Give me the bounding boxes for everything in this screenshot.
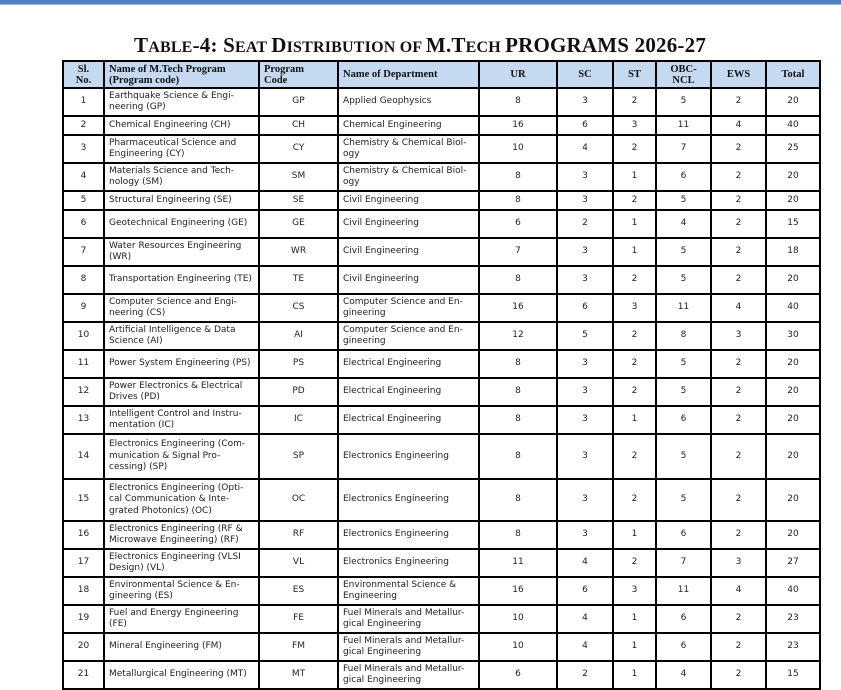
table-cell-ews: 2 <box>711 88 766 116</box>
table-cell-program-code: SE <box>259 191 338 210</box>
table-cell-program-name: Environmental Science & En-gineering (ES) <box>104 577 259 605</box>
table-cell-program-code: ES <box>259 577 338 605</box>
table-cell-ews: 2 <box>711 350 766 378</box>
table-cell-program-code: OC <box>259 479 338 521</box>
table-cell-ur: 8 <box>479 479 557 521</box>
table-cell-st: 2 <box>613 191 656 210</box>
table-cell-obc-ncl: 5 <box>656 434 711 479</box>
table-cell-ews: 4 <box>711 577 766 605</box>
table-cell-program-name: Computer Science and Engi-neering (CS) <box>104 294 259 322</box>
table-cell-total: 18 <box>766 238 820 266</box>
table-cell-sc: 3 <box>557 378 613 406</box>
table-cell-ews: 2 <box>711 605 766 633</box>
table-cell-program-name: Electronics Engineering (RF & Microwave Engineering) (RF) <box>104 521 259 549</box>
header-st: ST <box>613 61 656 88</box>
table-cell-obc-ncl: 11 <box>656 116 711 135</box>
table-cell-program-code: CH <box>259 116 338 135</box>
table-cell-ur: 8 <box>479 88 557 116</box>
table-cell-ur: 8 <box>479 378 557 406</box>
table-cell-st: 2 <box>613 322 656 350</box>
table-cell-sl-no: 2 <box>63 116 104 135</box>
table-cell-program-code: CY <box>259 135 338 163</box>
table-cell-obc-ncl: 6 <box>656 633 711 661</box>
table-cell-program-code: SP <box>259 434 338 479</box>
table-row <box>63 116 820 135</box>
table-row <box>63 350 820 378</box>
table-cell-department: Electrical Engineering <box>338 350 479 378</box>
table-cell-program-code: IC <box>259 406 338 434</box>
table-cell-total: 23 <box>766 605 820 633</box>
table-cell-total: 40 <box>766 116 820 135</box>
table-row <box>63 135 820 163</box>
table-cell-total: 40 <box>766 294 820 322</box>
table-row <box>63 479 820 521</box>
table-cell-st: 2 <box>613 350 656 378</box>
table-cell-sc: 3 <box>557 406 613 434</box>
table-cell-ur: 12 <box>479 322 557 350</box>
table-cell-program-name: Water Resources Engineering (WR) <box>104 238 259 266</box>
table-cell-department: Chemistry & Chemical Biol-ogy <box>338 135 479 163</box>
table-cell-sc: 4 <box>557 135 613 163</box>
table-cell-sl-no: 11 <box>63 350 104 378</box>
table-cell-sc: 3 <box>557 238 613 266</box>
table-row <box>63 378 820 406</box>
table-cell-st: 2 <box>613 479 656 521</box>
table-row <box>63 577 820 605</box>
table-cell-program-code: FM <box>259 633 338 661</box>
table-cell-obc-ncl: 5 <box>656 266 711 294</box>
table-cell-obc-ncl: 7 <box>656 549 711 577</box>
table-cell-program-name: Power System Engineering (PS) <box>104 350 259 378</box>
table-cell-ews: 2 <box>711 238 766 266</box>
table-row <box>63 238 820 266</box>
table-cell-ur: 8 <box>479 266 557 294</box>
table-cell-total: 20 <box>766 434 820 479</box>
table-cell-st: 1 <box>613 605 656 633</box>
table-cell-program-name: Power Electronics & Electrical Drives (PD) <box>104 378 259 406</box>
table-cell-obc-ncl: 11 <box>656 577 711 605</box>
table-cell-sc: 3 <box>557 350 613 378</box>
table-cell-program-name: Mineral Engineering (FM) <box>104 633 259 661</box>
table-cell-st: 3 <box>613 577 656 605</box>
table-cell-sc: 5 <box>557 322 613 350</box>
table-cell-sl-no: 8 <box>63 266 104 294</box>
table-cell-st: 2 <box>613 549 656 577</box>
table-cell-ur: 16 <box>479 294 557 322</box>
table-cell-ur: 8 <box>479 350 557 378</box>
table-cell-ews: 2 <box>711 266 766 294</box>
table-cell-department: Computer Science and En-gineering <box>338 322 479 350</box>
table-cell-department: Computer Science and En-gineering <box>338 294 479 322</box>
table-cell-program-code: FE <box>259 605 338 633</box>
table-cell-obc-ncl: 4 <box>656 210 711 238</box>
header-obc-ncl: OBC- NCL <box>656 61 711 88</box>
table-row <box>63 521 820 549</box>
table-cell-sc: 3 <box>557 88 613 116</box>
table-cell-total: 20 <box>766 521 820 549</box>
table-cell-obc-ncl: 5 <box>656 238 711 266</box>
table-cell-st: 1 <box>613 163 656 191</box>
table-cell-total: 15 <box>766 210 820 238</box>
table-cell-program-name: Artificial Intelligence & Data Science (AI) <box>104 322 259 350</box>
table-cell-program-code: PS <box>259 350 338 378</box>
table-header-row <box>63 61 820 88</box>
table-row <box>63 191 820 210</box>
table-cell-sl-no: 17 <box>63 549 104 577</box>
table-cell-ews: 2 <box>711 191 766 210</box>
table-cell-st: 1 <box>613 661 656 689</box>
table-cell-program-name: Materials Science and Tech-nology (SM) <box>104 163 259 191</box>
table-cell-program-name: Electronics Engineering (Com-munication & Signal Pro-cessing) (SP) <box>104 434 259 479</box>
table-cell-department: Fuel Minerals and Metallur-gical Engineering <box>338 661 479 689</box>
table-cell-program-name: Earthquake Science & Engi-neering (GP) <box>104 88 259 116</box>
table-cell-department: Applied Geophysics <box>338 88 479 116</box>
table-cell-program-name: Structural Engineering (SE) <box>104 191 259 210</box>
table-cell-program-code: SM <box>259 163 338 191</box>
table-cell-total: 27 <box>766 549 820 577</box>
table-cell-ews: 2 <box>711 378 766 406</box>
table-cell-ews: 2 <box>711 479 766 521</box>
table-cell-department: Electrical Engineering <box>338 378 479 406</box>
table-cell-obc-ncl: 6 <box>656 521 711 549</box>
table-cell-total: 40 <box>766 577 820 605</box>
table-cell-department: Electronics Engineering <box>338 521 479 549</box>
table-cell-sl-no: 13 <box>63 406 104 434</box>
table-cell-total: 20 <box>766 266 820 294</box>
table-cell-department: Environmental Science & Engineering <box>338 577 479 605</box>
table-cell-ur: 7 <box>479 238 557 266</box>
table-cell-obc-ncl: 6 <box>656 406 711 434</box>
table-cell-sl-no: 10 <box>63 322 104 350</box>
table-cell-ews: 4 <box>711 294 766 322</box>
table-title: TABLE-4: SEAT DISTRIBUTION OF M.TECH PROGRAMS 2026-27 <box>133 33 707 57</box>
table-cell-program-name: Electronics Engineering (VLSI Design) (VL) <box>104 549 259 577</box>
table-cell-sl-no: 16 <box>63 521 104 549</box>
table-cell-department: Chemical Engineering <box>338 116 479 135</box>
table-cell-sl-no: 3 <box>63 135 104 163</box>
table-cell-department: Electronics Engineering <box>338 549 479 577</box>
table-cell-sc: 2 <box>557 661 613 689</box>
table-cell-st: 1 <box>613 238 656 266</box>
table-cell-program-name: Transportation Engineering (TE) <box>104 266 259 294</box>
table-cell-ur: 8 <box>479 406 557 434</box>
table-cell-ur: 11 <box>479 549 557 577</box>
table-cell-ews: 2 <box>711 163 766 191</box>
table-cell-ur: 16 <box>479 577 557 605</box>
table-cell-program-code: WR <box>259 238 338 266</box>
table-cell-ur: 16 <box>479 116 557 135</box>
table-cell-obc-ncl: 5 <box>656 350 711 378</box>
table-cell-department: Electronics Engineering <box>338 434 479 479</box>
table-cell-total: 20 <box>766 163 820 191</box>
table-cell-department: Chemistry & Chemical Biol-ogy <box>338 163 479 191</box>
table-cell-program-code: MT <box>259 661 338 689</box>
table-cell-obc-ncl: 5 <box>656 88 711 116</box>
table-cell-sc: 3 <box>557 191 613 210</box>
table-cell-sl-no: 15 <box>63 479 104 521</box>
table-cell-st: 3 <box>613 294 656 322</box>
table-cell-sc: 6 <box>557 294 613 322</box>
table-cell-program-code: AI <box>259 322 338 350</box>
table-cell-sc: 3 <box>557 163 613 191</box>
table-cell-department: Civil Engineering <box>338 191 479 210</box>
table-cell-total: 23 <box>766 633 820 661</box>
table-cell-ews: 4 <box>711 116 766 135</box>
table-row <box>63 266 820 294</box>
table-cell-st: 2 <box>613 135 656 163</box>
table-cell-department: Electronics Engineering <box>338 479 479 521</box>
table-cell-program-code: PD <box>259 378 338 406</box>
table-cell-sl-no: 4 <box>63 163 104 191</box>
table-cell-sc: 3 <box>557 434 613 479</box>
table-cell-program-name: Geotechnical Engineering (GE) <box>104 210 259 238</box>
table-cell-st: 2 <box>613 378 656 406</box>
table-cell-sl-no: 14 <box>63 434 104 479</box>
table-cell-department: Electrical Engineering <box>338 406 479 434</box>
table-cell-obc-ncl: 6 <box>656 605 711 633</box>
table-row <box>63 434 820 479</box>
table-cell-sl-no: 9 <box>63 294 104 322</box>
table-row <box>63 294 820 322</box>
table-cell-obc-ncl: 6 <box>656 163 711 191</box>
table-cell-program-name: Metallurgical Engineering (MT) <box>104 661 259 689</box>
table-cell-sc: 3 <box>557 479 613 521</box>
table-cell-ews: 2 <box>711 633 766 661</box>
table-cell-total: 20 <box>766 350 820 378</box>
table-cell-obc-ncl: 4 <box>656 661 711 689</box>
table-cell-sl-no: 5 <box>63 191 104 210</box>
table-cell-ur: 6 <box>479 661 557 689</box>
header-program-code: Program Code <box>259 61 338 88</box>
table-cell-st: 3 <box>613 116 656 135</box>
table-cell-sl-no: 19 <box>63 605 104 633</box>
table-cell-program-code: GP <box>259 88 338 116</box>
table-cell-sc: 4 <box>557 549 613 577</box>
table-cell-sl-no: 21 <box>63 661 104 689</box>
table-cell-obc-ncl: 8 <box>656 322 711 350</box>
table-cell-sc: 3 <box>557 521 613 549</box>
table-cell-department: Fuel Minerals and Metallur-gical Engineering <box>338 605 479 633</box>
table-cell-sl-no: 12 <box>63 378 104 406</box>
table-cell-obc-ncl: 5 <box>656 191 711 210</box>
table-cell-sl-no: 20 <box>63 633 104 661</box>
table-cell-obc-ncl: 5 <box>656 479 711 521</box>
table-cell-department: Civil Engineering <box>338 210 479 238</box>
table-cell-ews: 2 <box>711 521 766 549</box>
table-row <box>63 163 820 191</box>
table-cell-ews: 2 <box>711 210 766 238</box>
header-ews: EWS <box>711 61 766 88</box>
header-department: Name of Department <box>338 61 479 88</box>
header-sl-no: Sl. No. <box>63 61 104 88</box>
table-cell-sc: 2 <box>557 210 613 238</box>
header-program-name: Name of M.Tech Program (Program code) <box>104 61 259 88</box>
table-row <box>63 210 820 238</box>
table-cell-ews: 2 <box>711 434 766 479</box>
table-cell-program-code: RF <box>259 521 338 549</box>
table-cell-total: 20 <box>766 378 820 406</box>
table-cell-program-name: Pharmaceutical Science and Engineering (CY) <box>104 135 259 163</box>
table-row <box>63 633 820 661</box>
table-cell-st: 1 <box>613 210 656 238</box>
table-cell-sl-no: 6 <box>63 210 104 238</box>
table-cell-sl-no: 7 <box>63 238 104 266</box>
table-cell-department: Civil Engineering <box>338 238 479 266</box>
table-cell-obc-ncl: 11 <box>656 294 711 322</box>
table-cell-ur: 8 <box>479 521 557 549</box>
table-row <box>63 88 820 116</box>
table-cell-program-code: VL <box>259 549 338 577</box>
table-row <box>63 661 820 689</box>
table-cell-department: Civil Engineering <box>338 266 479 294</box>
header-total: Total <box>766 61 820 88</box>
header-sc: SC <box>557 61 613 88</box>
table-cell-st: 1 <box>613 406 656 434</box>
table-cell-program-code: GE <box>259 210 338 238</box>
table-cell-st: 1 <box>613 633 656 661</box>
table-cell-total: 20 <box>766 406 820 434</box>
table-cell-program-code: CS <box>259 294 338 322</box>
table-row <box>63 605 820 633</box>
table-row <box>63 322 820 350</box>
header-ur: UR <box>479 61 557 88</box>
table-cell-program-name: Electronics Engineering (Opti-cal Communication & Inte-grated Photonics) (OC) <box>104 479 259 521</box>
table-cell-total: 15 <box>766 661 820 689</box>
page-top-rule <box>0 0 841 5</box>
table-cell-ur: 10 <box>479 135 557 163</box>
table-row <box>63 549 820 577</box>
table-cell-ews: 2 <box>711 661 766 689</box>
table-cell-st: 2 <box>613 266 656 294</box>
table-cell-ews: 3 <box>711 549 766 577</box>
table-cell-sc: 3 <box>557 266 613 294</box>
seat-distribution-table <box>62 60 821 690</box>
table-cell-total: 30 <box>766 322 820 350</box>
table-row <box>63 406 820 434</box>
table-cell-total: 20 <box>766 191 820 210</box>
table-cell-sc: 4 <box>557 605 613 633</box>
table-cell-ur: 6 <box>479 210 557 238</box>
table-cell-ur: 8 <box>479 434 557 479</box>
table-cell-sl-no: 1 <box>63 88 104 116</box>
table-cell-sl-no: 18 <box>63 577 104 605</box>
table-cell-obc-ncl: 5 <box>656 378 711 406</box>
table-cell-ur: 8 <box>479 191 557 210</box>
table-cell-ews: 2 <box>711 135 766 163</box>
table-cell-ews: 3 <box>711 322 766 350</box>
table-cell-ur: 10 <box>479 605 557 633</box>
table-cell-ur: 10 <box>479 633 557 661</box>
table-cell-st: 2 <box>613 434 656 479</box>
table-cell-sc: 6 <box>557 577 613 605</box>
table-cell-st: 2 <box>613 88 656 116</box>
table-cell-program-name: Fuel and Energy Engineering (FE) <box>104 605 259 633</box>
table-cell-ews: 2 <box>711 406 766 434</box>
table-cell-program-code: TE <box>259 266 338 294</box>
table-cell-total: 25 <box>766 135 820 163</box>
table-cell-program-name: Chemical Engineering (CH) <box>104 116 259 135</box>
table-cell-program-name: Intelligent Control and Instru-mentation (IC) <box>104 406 259 434</box>
table-cell-obc-ncl: 7 <box>656 135 711 163</box>
table-cell-sc: 4 <box>557 633 613 661</box>
table-cell-ur: 8 <box>479 163 557 191</box>
table-cell-st: 1 <box>613 521 656 549</box>
table-cell-total: 20 <box>766 479 820 521</box>
table-cell-total: 20 <box>766 88 820 116</box>
table-cell-department: Fuel Minerals and Metallur-gical Engineering <box>338 633 479 661</box>
table-cell-sc: 6 <box>557 116 613 135</box>
